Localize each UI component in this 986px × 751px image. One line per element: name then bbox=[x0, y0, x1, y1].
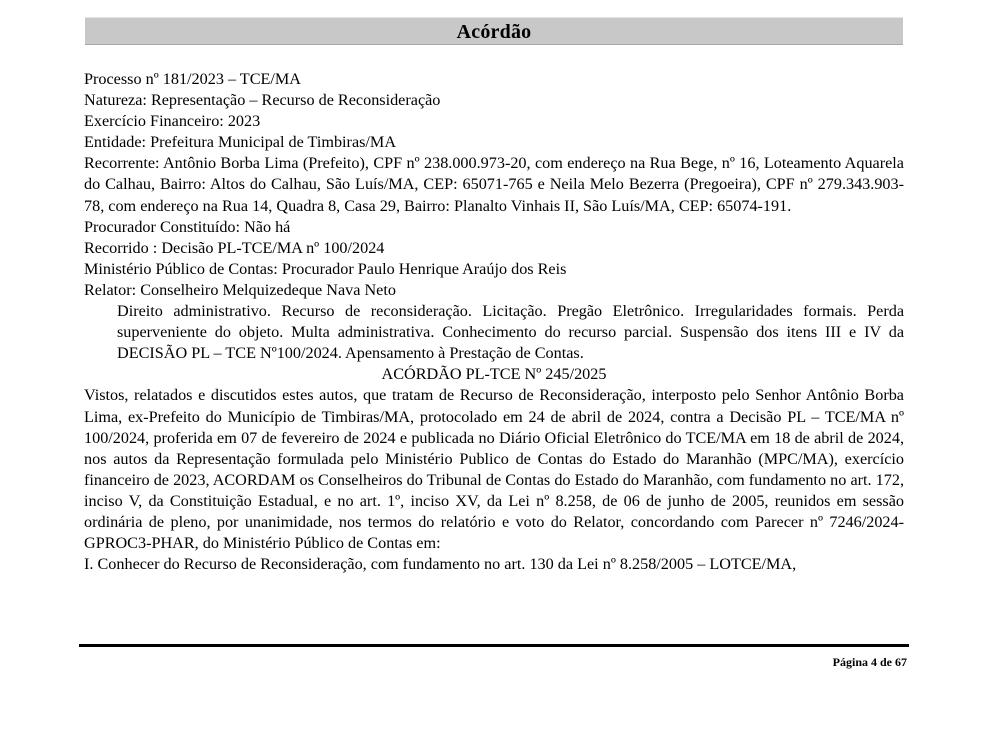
footer-rule bbox=[79, 644, 909, 647]
page-number: Página 4 de 67 bbox=[832, 655, 907, 669]
public-ministry-field: Ministério Público de Contas: Procurador Paulo Henrique Araújo dos Reis bbox=[84, 259, 567, 278]
body-paragraph: Vistos, relatados e discutidos estes autos, que tratam de Recurso de Reconsideração, interposto pelo Senhor Antônio Borba Lima, ex-Prefeito do Município de Timbiras/MA, protocolado em 24 de abril de 2024, contra a Decisão PL – TCE/MA nº 100/2024, proferida em 07 de fevereiro de 2024 e publicada no Diário Oficial Eletrônico do TCE/MA em 18 de abril de 2024, nos autos da Representação formulada pelo Ministério Publico de Contas do Estado do Maranhão (MPC/MA), exercício financeiro de 2023, ACORDAM os Conselheiros do Tribunal de Contas do Estado do Maranhão, com fundamento no art. 172, inciso V, da Constituição Estadual, e no art. 1º, inciso XV, da Lei nº 8.258, de 06 de junho de 2005, reunidos em sessão ordinária de pleno, por unanimidade, nos termos do relatório e voto do Relator, concordando com Parecer nº 7246/2024-GPROC3-PHAR, do Ministério Público de Contas em: bbox=[84, 386, 904, 553]
process-number: Processo nº 181/2023 – TCE/MA bbox=[84, 70, 301, 88]
entity-field: Entidade: Prefeitura Municipal de Timbiras/MA bbox=[84, 133, 397, 152]
appellant-field: Recorrente: Antônio Borba Lima (Prefeito), CPF nº 238.000.973-20, com endereço na Rua Bege, nº 16, Loteamento Aquarela do Calhau, Bairro: Altos do Calhau, São Luís/MA, CEP: 65071-765 e Neila Melo Bezerra (Pregoeira), CPF nº 279.343.903-78, com endereço na Rua 14, Quadra 8, Casa 29, Bairro: Planalto Vinhais II, São Luís/MA, CEP: 65074-191. bbox=[84, 154, 904, 215]
title-bar bbox=[85, 17, 903, 45]
acordao-number: ACÓRDÃO PL-TCE Nº 245/2025 bbox=[381, 365, 607, 384]
nature-field: Natureza: Representação – Recurso de Reconsideração bbox=[84, 91, 441, 110]
page-title: Acórdão bbox=[456, 21, 532, 43]
appellee-field: Recorrido : Decisão PL-TCE/MA nº 100/2024 bbox=[84, 238, 385, 257]
fiscal-year-field: Exercício Financeiro: 2023 bbox=[84, 112, 261, 131]
document-body bbox=[84, 69, 904, 575]
summary-paragraph: Direito administrativo. Recurso de reconsideração. Licitação. Pregão Eletrônico. Irregularidades formais. Perda superveniente do objeto. Multa administrativa. Conhecimento do recurso parcial. Suspensão dos itens III e IV da DECISÃO PL – TCE Nº100/2024. Apensamento à Prestação de Contas. bbox=[117, 302, 904, 363]
rapporteur-field: Relator: Conselheiro Melquizedeque Nava Neto bbox=[84, 280, 396, 299]
item-1: I. Conhecer do Recurso de Reconsideração, com fundamento no art. 130 da Lei nº 8.258/2005 – LOTCE/MA, bbox=[84, 555, 797, 574]
attorney-field: Procurador Constituído: Não há bbox=[84, 217, 291, 236]
